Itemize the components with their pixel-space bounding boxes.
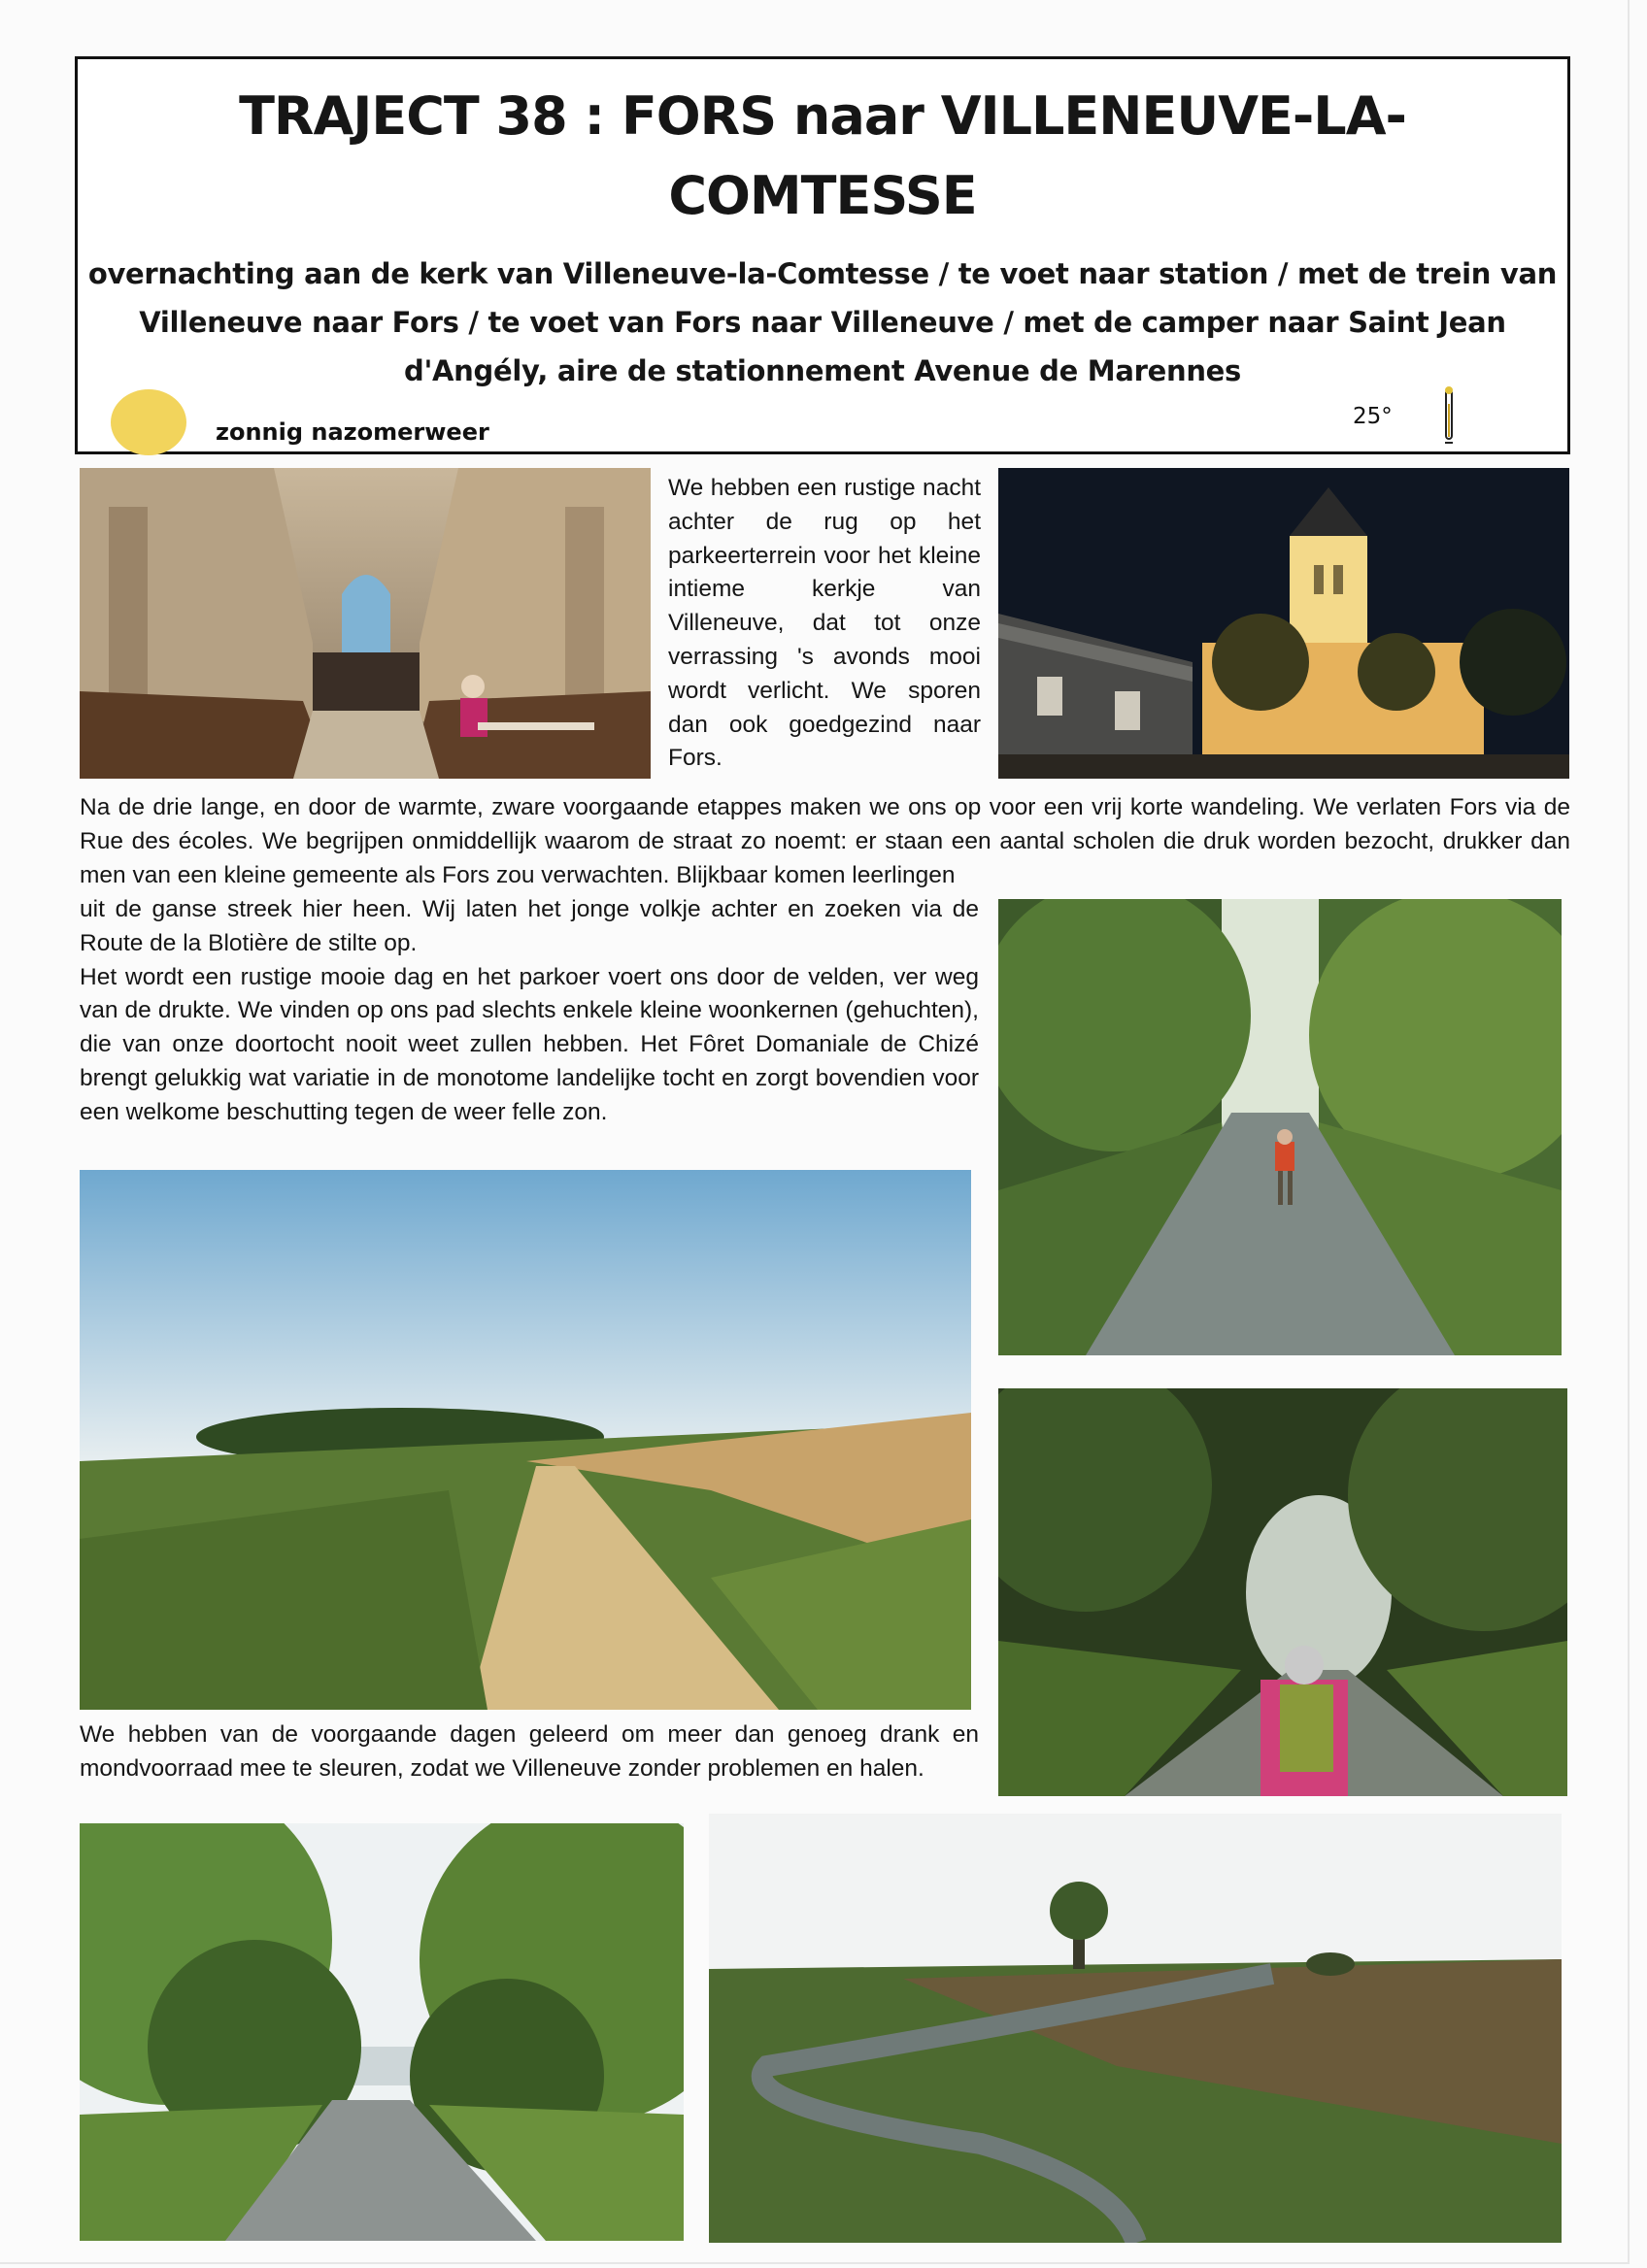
intro-text: We hebben een rustige nacht achter de rug op het parkeerterrein voor het kleine intieme kerkje van Villeneuve, dat tot onze verrassing 's avonds mooi wordt verlicht. We sporen dan ook goedgezind naar Fors. [668,475,981,772]
paragraph-2 [80,791,1570,892]
title-line-1: TRAJECT 38 : FORS naar VILLENEUVE-LA- [239,85,1406,147]
photo-field-path [80,1170,971,1710]
intro-paragraph [668,472,981,776]
subtitle-line-3: d'Angély, aire de stationnement Avenue de Marennes [403,354,1241,387]
paragraph-4-text: We hebben van de voorgaande dagen geleerd om meer dan genoeg drank en mondvoorraad mee te sleuren, zodat we Villeneuve zonder problemen en halen. [80,1721,979,1782]
photo-tree-tunnel-hiker [998,1388,1567,1796]
photo-road-between-trees [80,1823,684,2241]
paragraph-3-block [80,893,979,1130]
subtitle-line-1: overnachting aan de kerk van Villeneuve-la-Comtesse / te voet naar station / met de trein van [87,257,1558,290]
weather-label: zonnig nazomerweer [216,418,489,446]
paragraph-2-text: Na de drie lange, en door de warmte, zware voorgaande etappes maken we ons op voor een vrij korte wandeling. We verlaten Fors via de Rue des écoles. We begrijpen onmiddellijk waarom de straat zo noemt: er staan een aantal scholen die druk worden bezocht, drukker dan men van een kleine gemeente als Fors zou verwachten. Blijkbaar komen leerlingen [80,794,1570,888]
photo-church-night [998,468,1569,779]
subtitle [78,250,1567,395]
photo-church-interior [80,468,651,779]
photo-forest-road-hiker [998,899,1562,1355]
header-box [75,56,1570,454]
paragraph-4 [80,1718,979,1786]
temperature-label: 25° [1353,404,1393,429]
thermometer-icon [1437,384,1461,447]
subtitle-line-2: Villeneuve naar Fors / te voet van Fors naar Villeneuve / met de camper naar Saint Jean [139,306,1506,339]
sun-icon [111,389,186,455]
paragraph-3-text: Het wordt een rustige mooie dag en het parkoer voert ons door de velden, ver weg van de drukte. We vinden op ons pad slechts enkele kleine woonkernen (gehuchten), die van onze doortocht nooit weet zullen hebben. Het Fôret Domaniale de Chizé brengt gelukkig wat variatie in de monotome landelijke tocht en zorgt bovendien voor een welkome beschutting tegen de weer felle zon. [80,963,979,1125]
page-title [78,77,1567,236]
paragraph-2-continuation: uit de ganse streek hier heen. Wij laten het jonge volkje achter en zoeken via de Route de la Blotière de stilte op. [80,896,979,956]
photo-winding-field-road [709,1814,1562,2243]
title-line-2: COMTESSE [668,165,977,226]
